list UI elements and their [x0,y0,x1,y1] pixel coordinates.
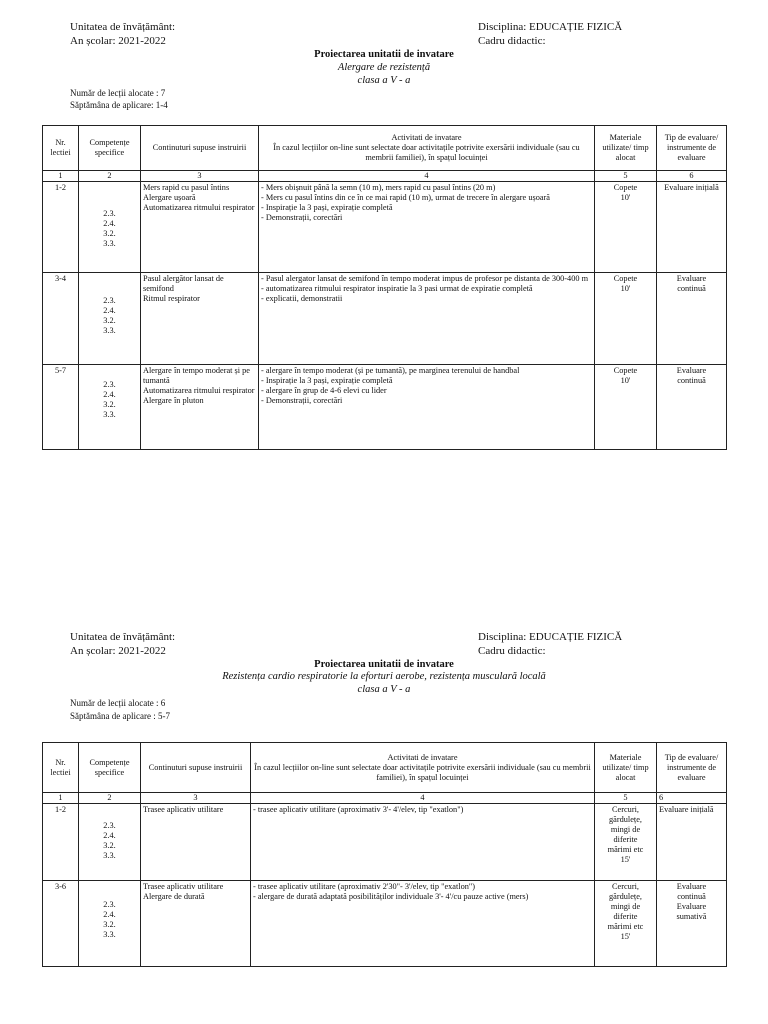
column-number-row [43,171,727,182]
competence-code: 2.3. [103,821,116,830]
competence-code: 3.3. [103,851,116,860]
evaluation-item: Evaluare [676,882,707,891]
material-item: mărimi etc [607,845,644,854]
activity-item: - Mers obișnuit până la semn (10 m), mers rapid cu pasul întins (20 m) [261,183,496,192]
header-cell: Competențe specifice [79,743,141,793]
material-item: mingi de [610,825,641,834]
school-label: Unitatea de învățământ: [70,21,176,33]
activity-item: - Demonstrații, corectări [261,213,343,222]
material-item: mărimi etc [607,922,644,931]
school-year: An școlar: 2021-2022 [70,35,166,47]
material-item: mingi de [610,902,641,911]
material-item: gărdulețe, [609,892,642,901]
material-item: diferite [613,835,638,844]
header-cell: Activitati de invatare În cazul lecțiilor on-line sunt selectate doar activitațile potrivite exersării individuale (sau cu membrii familiei), în spațul locuinței [259,126,595,171]
header-cell: Continuturi supuse instruirii [141,743,251,793]
competence-code: 2.4. [103,219,116,228]
plan-title: Proiectarea unitatii de invatare [314,659,454,670]
competence-code: 3.3. [103,239,116,248]
contents-cell [141,804,251,881]
school-year: An școlar: 2021-2022 [70,645,166,657]
plan-class: clasa a V - a [357,684,411,695]
competences-cell [79,182,141,273]
teacher-label: Cadru didactic: [478,35,546,47]
column-number: 5 [595,793,657,804]
competence-code: 3.2. [103,400,116,409]
materials-cell [595,804,657,881]
content-item: Alergare ușoară [143,193,196,202]
activity-item: - automatizarea ritmului respirator inspiratie la 3 pasi urmat de expiratie completă [261,284,533,293]
column-number: 2 [79,171,141,182]
column-number: 4 [259,171,595,182]
column-number: 6 [657,793,727,804]
competence-code: 2.4. [103,390,116,399]
content-item: Automatizarea ritmului respirator [143,386,255,395]
evaluation-item: continuă [677,376,706,385]
activity-item: - trasee aplicativ utilitare (aproximativ 3'- 4'/elev, tip "exatlon") [253,805,464,814]
materials-cell [595,881,657,967]
lessons-allocated: Număr de lecții alocate : 6 [70,698,166,708]
column-number: 1 [43,793,79,804]
teacher-label: Cadru didactic: [478,645,546,657]
material-item: Cercuri, [612,805,639,814]
competence-code: 2.3. [103,900,116,909]
activity-item: - Mers cu pasul întins din ce în ce mai rapid (10 m), urmat de trecere în alergare ușoară [261,193,550,202]
competence-code: 3.3. [103,326,116,335]
evaluation-item: continuă [677,892,706,901]
header-cell: Tip de evaluare/ instrumente de evaluare [657,126,727,171]
material-item: gărdulețe, [609,815,642,824]
content-item: Automatizarea ritmului respirator [143,203,255,212]
activity-item: - Demonstrații, corectări [261,396,343,405]
column-number-row [43,793,727,804]
evaluation-cell [657,273,727,365]
content-item: Ritmul respirator [143,294,200,303]
column-number: 2 [79,793,141,804]
evaluation-item: sumativă [676,912,707,921]
activity-item: - Pasul alergator lansat de semifond în tempo moderat impus de profesor pe distanta de 300-400 m [261,274,589,283]
header-cell: Nr. lectiei [43,126,79,171]
evaluation-item: Evaluare inițială [659,805,714,814]
competence-code: 2.4. [103,831,116,840]
activity-item: - alergare în grup de 4-6 elevi cu lider [261,386,387,395]
table-row [43,804,727,881]
evaluation-item: Evaluare [676,274,707,283]
competence-code: 3.2. [103,316,116,325]
competences-cell [79,273,141,365]
discipline-label: Disciplina: EDUCAȚIE FIZICĂ [478,21,623,33]
competence-code: 3.2. [103,841,116,850]
header-cell: Materiale utilizate/ timp alocat [595,743,657,793]
competences-cell [79,804,141,881]
lesson-number: 3-4 [43,273,79,365]
column-number: 4 [251,793,595,804]
activity-item: - alergare de durată adaptată posibilităților individuale 3'- 4'/cu pauze active (mers) [253,892,529,901]
material-time: 15' [620,855,631,864]
evaluation-item: Evaluare [676,902,707,911]
activities-cell [251,804,595,881]
column-number: 3 [141,171,259,182]
competence-code: 2.3. [103,209,116,218]
column-number: 3 [141,793,251,804]
discipline-label: Disciplina: EDUCAȚIE FIZICĂ [478,631,623,643]
table-header-row [43,743,727,793]
lesson-number: 3-6 [43,881,79,967]
plan-table [42,125,727,450]
evaluation-item: Evaluare inițială [664,183,719,192]
plan-class: clasa a V - a [357,75,411,86]
header-cell: Competențe specifice [79,126,141,171]
activity-item: - trasee aplicativ utilitare (aproximativ 2'30"- 3'/elev, tip "exatlon") [253,882,476,891]
materials-cell [595,273,657,365]
material-time: 10' [620,376,631,385]
materials-cell [595,365,657,450]
competence-code: 2.3. [103,296,116,305]
weeks-applied: Săptămâna de aplicare: 1-4 [70,100,168,110]
evaluation-item: continuă [677,284,706,293]
table-header-row [43,126,727,171]
lessons-allocated: Număr de lecții alocate : 7 [70,88,166,98]
table-row [43,182,727,273]
evaluation-cell [657,881,727,967]
competence-code: 2.4. [103,306,116,315]
evaluation-cell [657,804,727,881]
material-item: diferite [613,912,638,921]
header-cell: Nr. lectiei [43,743,79,793]
material-item: Copete [613,183,638,192]
material-time: 10' [620,193,631,202]
header-cell: Materiale utilizate/ timp alocat [595,126,657,171]
table-row [43,881,727,967]
contents-cell [141,881,251,967]
plan-title: Proiectarea unitatii de invatare [314,49,454,60]
table-row [43,273,727,365]
content-item: Alergare de durată [143,892,205,901]
material-time: 15' [620,932,631,941]
activities-cell [259,365,595,450]
content-item: Mers rapid cu pasul întins [143,183,230,192]
contents-cell [141,182,259,273]
competence-code: 3.2. [103,229,116,238]
plan-subtitle: Alergare de rezistență [337,62,431,73]
competence-code: 3.3. [103,410,116,419]
competence-code: 3.2. [103,920,116,929]
activities-cell [251,881,595,967]
plan-table [42,742,727,967]
contents-cell [141,365,259,450]
lesson-number: 5-7 [43,365,79,450]
header-cell: Tip de evaluare/ instrumente de evaluare [657,743,727,793]
material-item: Copete [613,366,638,375]
evaluation-cell [657,365,727,450]
material-item: Copete [613,274,638,283]
competences-cell [79,881,141,967]
activity-item: - Inspirație la 3 pași, expirație completă [261,203,393,212]
content-item: Alergare în pluton [143,396,204,405]
column-number: 1 [43,171,79,182]
content-item: Trasee aplicativ utilitare [143,882,224,891]
contents-cell [141,273,259,365]
header-cell: Continuturi supuse instruirii [141,126,259,171]
header-cell: Activitati de invatare În cazul lecțiilor on-line sunt selectate doar activitațile potrivite exersării individuale (sau cu membrii familiei), în spațul locuinței [251,743,595,793]
school-label: Unitatea de învățământ: [70,631,176,643]
activity-item: - Inspirație la 3 pași, expirație completă [261,376,393,385]
material-item: Cercuri, [612,882,639,891]
table-row [43,365,727,450]
activities-cell [259,273,595,365]
content-item: Trasee aplicativ utilitare [143,805,224,814]
competence-code: 3.3. [103,930,116,939]
materials-cell [595,182,657,273]
competence-code: 2.3. [103,380,116,389]
activity-item: - alergare în tempo moderat (și pe tumantă), pe marginea terenului de handbal [261,366,520,375]
competences-cell [79,365,141,450]
lesson-number: 1-2 [43,804,79,881]
weeks-applied: Săptămâna de aplicare : 5-7 [70,711,170,721]
content-item: Pasul alergător lansat de semifond [143,274,224,293]
column-number: 5 [595,171,657,182]
content-item: Alergare în tempo moderat și pe tumantă [143,366,250,385]
evaluation-item: Evaluare [676,366,707,375]
column-number: 6 [657,171,727,182]
activity-item: - explicatii, demonstratii [261,294,343,303]
material-time: 10' [620,284,631,293]
competence-code: 2.4. [103,910,116,919]
lesson-number: 1-2 [43,182,79,273]
plan-subtitle: Rezistența cardio respiratorie la eforturi aerobe, rezistența musculară locală [222,671,546,682]
activities-cell [259,182,595,273]
evaluation-cell [657,182,727,273]
